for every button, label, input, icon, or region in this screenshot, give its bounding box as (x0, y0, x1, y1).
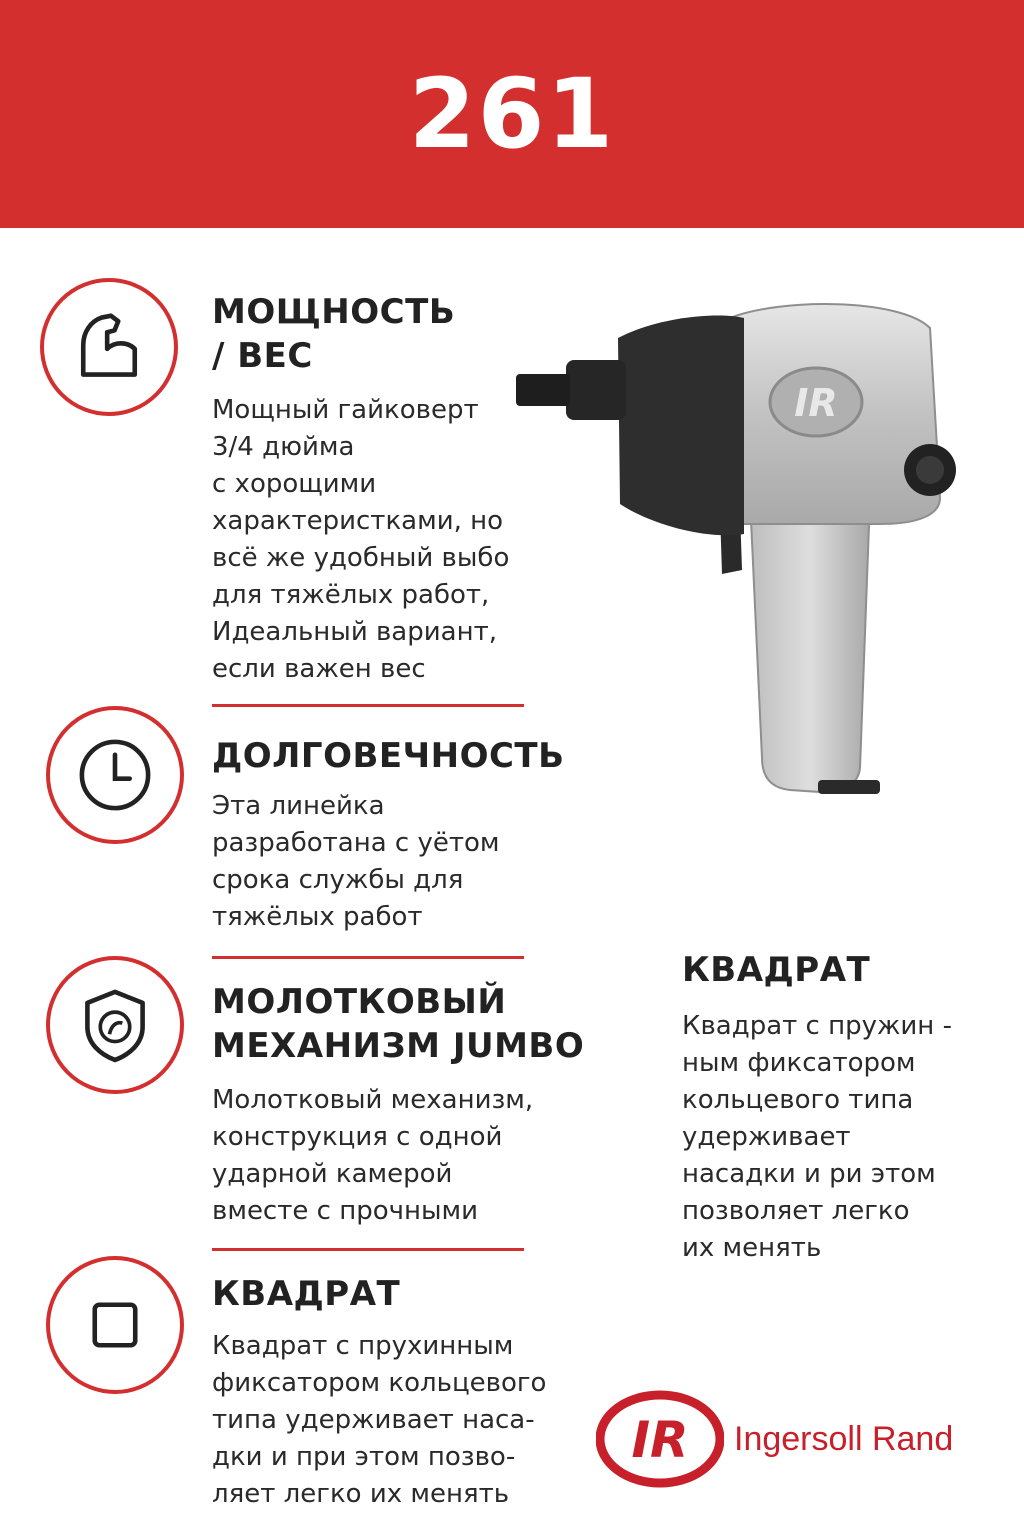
section-divider (212, 704, 524, 707)
brand-name: Ingersoll Rand (734, 1419, 954, 1458)
badge-text: IR (794, 381, 838, 425)
feature-description: Молотковый механизм, конструкция с одной ударной камерой вместе с прочными (212, 1085, 534, 1226)
feature-title: КВАДРАТ (212, 1274, 401, 1314)
section-divider (212, 1248, 524, 1251)
shield-icon (69, 979, 161, 1071)
clock-icon (69, 729, 161, 821)
section-divider (212, 956, 524, 959)
feature-description: Мощный гайковерт 3/4 дюйма с хорощими характеристками, но всё же удобный выбо для тяжёлых работ, Идеальный вариант, если важен вес (212, 395, 510, 684)
square-icon (69, 1279, 161, 1371)
model-number: 261 (408, 58, 616, 170)
feature-title: МОЩНОСТЬ / ВЕС (212, 292, 456, 376)
ingersoll-rand-logo (596, 1384, 996, 1494)
feature-icon-ring (46, 1256, 184, 1394)
arm-muscle-icon (63, 301, 155, 393)
feature-icon-ring (46, 956, 184, 1094)
feature-icon-ring (40, 278, 178, 416)
logo-mark-text: IR (631, 1411, 689, 1469)
feature-description: Квадрат с прухинным фиксатором кольцевого типа удерживает наса- дки и при этом позво- ляет легко их менять (212, 1331, 547, 1509)
side-feature-title: КВАДРАТ (682, 950, 871, 990)
feature-description: Эта линейка разработана с уётом срока службы для тяжёлых работ (212, 791, 500, 932)
feature-title: МОЛОТКОВЫЙ МЕХАНИЗМ JUMBO (212, 982, 585, 1066)
ir-logo-mark (596, 1390, 724, 1488)
impact-wrench-image (500, 298, 970, 798)
feature-icon-ring (46, 706, 184, 844)
side-feature-description: Квадрат с пружин - ным фиксатором кольцевого типа удерживает насадки и ри этом позволяет легко их менять (682, 1011, 952, 1263)
feature-title: ДОЛГОВЕЧНОСТЬ (212, 736, 565, 776)
